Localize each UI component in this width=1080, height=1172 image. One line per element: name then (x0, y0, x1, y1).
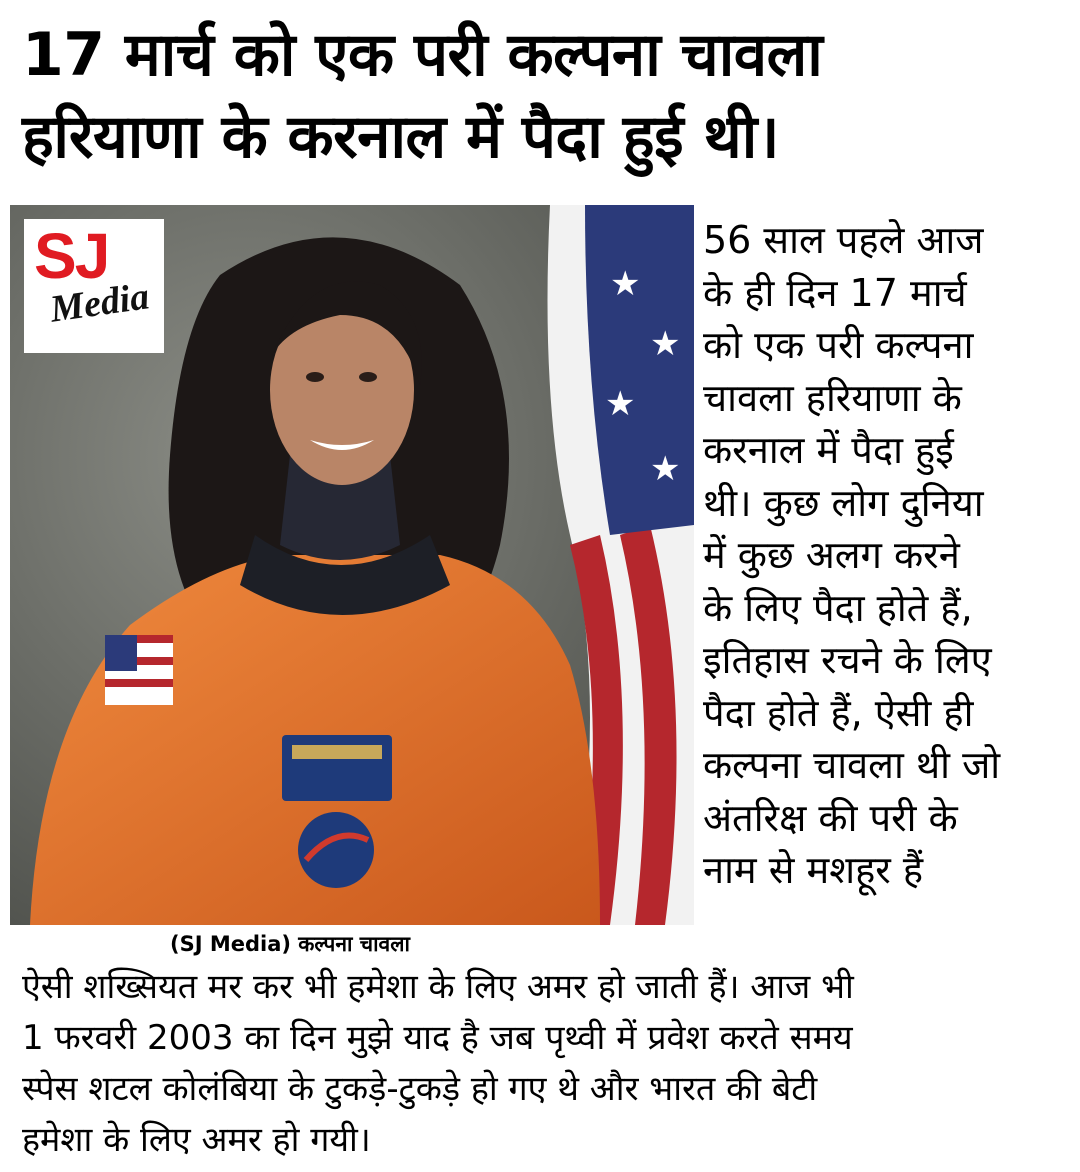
side-paragraph-line: के ही दिन 17 मार्च (703, 270, 967, 315)
bottom-paragraph-line: ऐसी शख्सियत मर कर भी हमेशा के लिए अमर हो जाती हैं। आज भी (22, 967, 854, 1007)
svg-text:★: ★ (610, 264, 641, 304)
flag-patch (105, 635, 173, 705)
side-paragraph-line: को एक परी कल्पना (703, 323, 974, 367)
logo-brand: SJ (34, 220, 109, 292)
side-paragraph-line: करनाल में पैदा हुई (703, 428, 954, 472)
bottom-paragraph-line: 1 फरवरी 2003 का दिन मुझे याद है जब पृथ्वी में प्रवेश करते समय (22, 1018, 853, 1058)
photo-caption: (SJ Media) कल्पना चावला (170, 932, 410, 956)
side-paragraph-line: के लिए पैदा होते हैं, (703, 585, 973, 630)
side-paragraph-line: नाम से मशहूर हैं (703, 848, 924, 892)
side-paragraph-line: पैदा होते हैं, ऐसी ही (703, 690, 974, 735)
side-paragraph-line: इतिहास रचने के लिए (703, 638, 992, 682)
side-paragraph (703, 214, 1075, 897)
side-paragraph-line: चावला हरियाणा के (703, 375, 962, 420)
headline-line-1: 17 मार्च को एक परी कल्पना चावला (22, 20, 823, 90)
sj-media-logo (24, 219, 164, 353)
side-paragraph-line: 56 साल पहले आज (703, 218, 984, 262)
nasa-patch (298, 812, 374, 888)
side-paragraph-line: में कुछ अलग करने (703, 533, 960, 577)
bottom-paragraph-line: स्पेस शटल कोलंबिया के टुकड़े-टुकड़े हो गए थे और भारत की बेटी (22, 1069, 818, 1109)
bottom-paragraph-line: हमेशा के लिए अमर हो गयी। (22, 1120, 371, 1160)
svg-text:★: ★ (605, 384, 636, 424)
headline (22, 14, 1072, 178)
name-tag (282, 735, 392, 801)
logo-sub: Media (47, 275, 152, 331)
side-paragraph-line: अंतरिक्ष की परी के (703, 795, 958, 840)
bottom-paragraph (22, 962, 1072, 1166)
svg-text:★: ★ (650, 449, 681, 489)
headline-line-2: हरियाणा के करनाल में पैदा हुई थी। (22, 102, 780, 172)
side-paragraph-line: कल्पना चावला थी जो (703, 743, 1001, 787)
svg-text:★: ★ (650, 324, 681, 364)
side-paragraph-line: थी। कुछ लोग दुनिया (703, 480, 984, 525)
